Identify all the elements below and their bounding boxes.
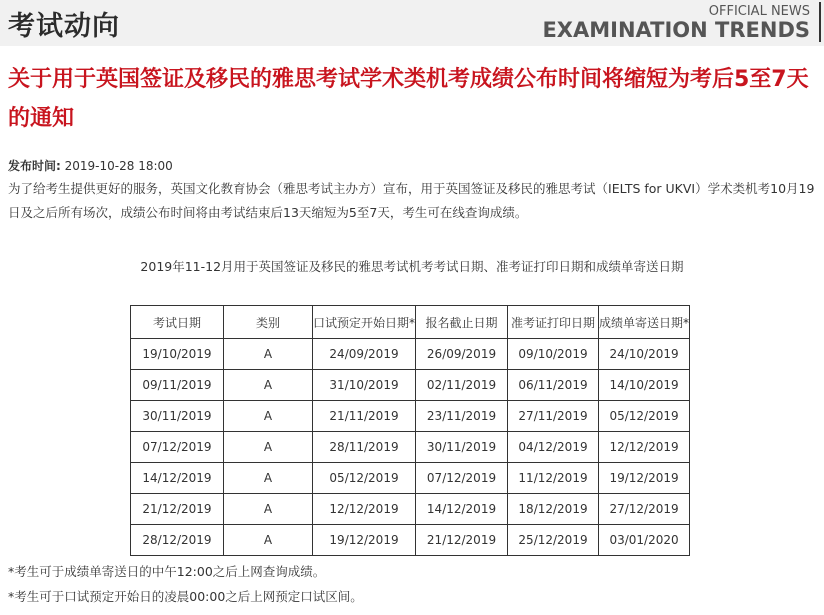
- cell-registration-deadline: 21/12/2019: [416, 525, 508, 556]
- cell-category: A: [224, 432, 313, 463]
- cell-speaking-start: 31/10/2019: [313, 370, 416, 401]
- cell-results-date: 12/12/2019: [599, 432, 690, 463]
- cell-results-date: 05/12/2019: [599, 401, 690, 432]
- cell-category: A: [224, 494, 313, 525]
- cell-registration-deadline: 07/12/2019: [416, 463, 508, 494]
- cell-results-date: 14/10/2019: [599, 370, 690, 401]
- cell-admission-print: 06/11/2019: [508, 370, 599, 401]
- cell-category: A: [224, 339, 313, 370]
- footnote-speaking: *考生可于口试预定开始日的凌晨00:00之后上网预定口试区间。: [8, 589, 363, 604]
- cell-admission-print: 27/11/2019: [508, 401, 599, 432]
- section-title: 考试动向: [8, 11, 120, 42]
- table-row: [131, 525, 690, 556]
- footnote-results: *考生可于成绩单寄送日的中午12:00之后上网查询成绩。: [8, 564, 326, 579]
- cell-results-date: 19/12/2019: [599, 463, 690, 494]
- cell-speaking-start: 12/12/2019: [313, 494, 416, 525]
- header-exam-date: 考试日期: [131, 306, 224, 339]
- cell-registration-deadline: 30/11/2019: [416, 432, 508, 463]
- header-admission-print: 准考证打印日期: [508, 306, 599, 339]
- cell-admission-print: 18/12/2019: [508, 494, 599, 525]
- cell-category: A: [224, 525, 313, 556]
- cell-admission-print: 25/12/2019: [508, 525, 599, 556]
- publish-label: 发布时间:: [8, 159, 61, 173]
- cell-exam-date: 14/12/2019: [131, 463, 224, 494]
- cell-exam-date: 07/12/2019: [131, 432, 224, 463]
- cell-admission-print: 09/10/2019: [508, 339, 599, 370]
- cell-speaking-start: 05/12/2019: [313, 463, 416, 494]
- table-row: [131, 463, 690, 494]
- cell-exam-date: 19/10/2019: [131, 339, 224, 370]
- cell-category: A: [224, 463, 313, 494]
- cell-results-date: 03/01/2020: [599, 525, 690, 556]
- exam-schedule-table: [130, 305, 690, 556]
- cell-exam-date: 28/12/2019: [131, 525, 224, 556]
- header-results-date: 成绩单寄送日期*: [599, 306, 690, 339]
- cell-registration-deadline: 26/09/2019: [416, 339, 508, 370]
- cell-registration-deadline: 23/11/2019: [416, 401, 508, 432]
- cell-registration-deadline: 14/12/2019: [416, 494, 508, 525]
- cell-exam-date: 21/12/2019: [131, 494, 224, 525]
- cell-speaking-start: 28/11/2019: [313, 432, 416, 463]
- table-caption: 2019年11-12月用于英国签证及移民的雅思考试机考考试日期、准考证打印日期和成绩单寄送日期: [140, 259, 684, 274]
- cell-registration-deadline: 02/11/2019: [416, 370, 508, 401]
- publish-time: 2019-10-28 18:00: [64, 159, 173, 173]
- cell-speaking-start: 19/12/2019: [313, 525, 416, 556]
- table-row: [131, 401, 690, 432]
- table-row: [131, 370, 690, 401]
- cell-admission-print: 11/12/2019: [508, 463, 599, 494]
- brand-divider: [819, 2, 821, 42]
- intro-paragraph: 为了给考生提供更好的服务，英国文化教育协会（雅思考试主办方）宣布，用于英国签证及移民的雅思考试（IELTS for UKVI）学术类机考10月19日及之后所有场次，成绩公布时间将由考试结束后13天缩短为5至7天，考生可在线查询成绩。: [8, 181, 815, 220]
- cell-exam-date: 30/11/2019: [131, 401, 224, 432]
- cell-category: A: [224, 401, 313, 432]
- header-registration-deadline: 报名截止日期: [416, 306, 508, 339]
- brand-subtitle: OFFICIAL NEWS: [708, 4, 810, 19]
- publish-meta: [8, 157, 173, 174]
- cell-speaking-start: 21/11/2019: [313, 401, 416, 432]
- brand-title: EXAMINATION TRENDS: [542, 18, 810, 42]
- table-header-row: [131, 306, 690, 339]
- brand-block: [542, 4, 810, 41]
- article-title: 关于用于英国签证及移民的雅思考试学术类机考成绩公布时间将缩短为考后5至7天的通知: [8, 67, 809, 131]
- table-row: [131, 494, 690, 525]
- cell-results-date: 27/12/2019: [599, 494, 690, 525]
- header-category: 类别: [224, 306, 313, 339]
- cell-exam-date: 09/11/2019: [131, 370, 224, 401]
- cell-results-date: 24/10/2019: [599, 339, 690, 370]
- cell-admission-print: 04/12/2019: [508, 432, 599, 463]
- section-header: [0, 0, 824, 46]
- cell-category: A: [224, 370, 313, 401]
- cell-speaking-start: 24/09/2019: [313, 339, 416, 370]
- table-row: [131, 339, 690, 370]
- table-row: [131, 432, 690, 463]
- header-speaking-start: 口试预定开始日期*: [313, 306, 416, 339]
